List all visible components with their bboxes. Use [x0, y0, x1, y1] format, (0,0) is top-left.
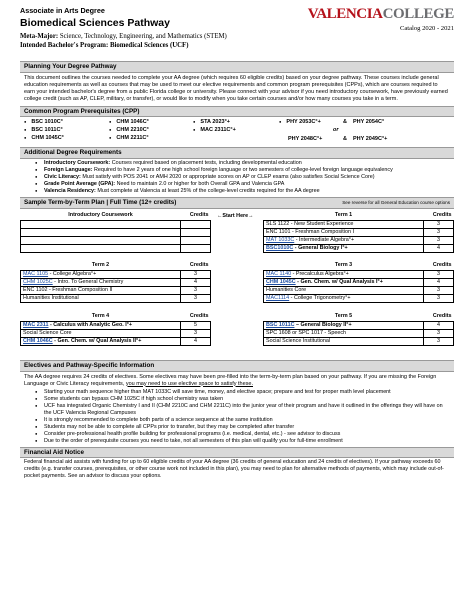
- term2-table: Term 2 Credits MAC 1105 - College Algebra°+ 3 CHM 1025C - Intro. To General Chemistry 4 ENC 1102 - Freshman Composition II 3 Humanities Institutional 3: [20, 262, 211, 303]
- table-row: BSC1010C - General Biology I°+ 4: [264, 245, 454, 253]
- term3-table: Term 3 Credits MAC 1140 - Precalculus Algebra°+ 3 CHM 1045C - Gen. Chem. w/ Qual Analysis I°+ 4 Humanities Core 3 MAC1114 - College Trigonometry°+ 3: [263, 262, 454, 303]
- table-row: MAT 1033C - Intermediate Algebra°+ 3: [264, 236, 454, 244]
- cpp-and: &: [343, 119, 347, 126]
- cpp-item: PHY 2049C°+: [353, 136, 388, 143]
- table-row: Humanities Institutional 3: [21, 295, 211, 303]
- requirement-item: ● Grade Point Average (GPA): Need to maintain 2.0 or higher for both Overall GPA and Valencia GPA: [44, 181, 450, 188]
- elective-note: ● It is strongly recommended to complete both parts of a science sequence at the same institution: [44, 417, 450, 424]
- header: [20, 7, 454, 61]
- cpp-item: ● CHM 2210C°: [109, 127, 149, 134]
- elective-note: ● UCF has integrated Organic Chemistry I and II (CHM 2210C and CHM 2211C) into the junior year of their program and have it outlined in the offerings they will have on the UCF Valencia Regional Campuses: [44, 403, 450, 417]
- elective-note: ● Starting your math sequence higher than MAT 1033C will save time, money, and elective space; prepare and test for proper math level placement: [44, 389, 450, 396]
- cpp-item: ● BSC 1010C°: [24, 119, 63, 126]
- table-row: MAC 1140 - Precalculus Algebra°+ 3: [264, 270, 454, 278]
- intro-title: Introductory Coursework: [21, 212, 181, 220]
- table-row: MAC 1105 - College Algebra°+ 3: [21, 270, 211, 278]
- plan-note: See reverse for all General Education course options: [342, 200, 450, 206]
- electives-intro: The AA degree requires 24 credits of electives. Some electives may have been pre-filled into the term-by-term plan based on your pathway. If you are missing the Foreign Language or Civic Literacy requirements, you may need to use elective space to satisfy these.: [24, 373, 437, 387]
- table-row: ENC 1101 - Freshman Composition I 3: [264, 228, 454, 236]
- requirement-item: ● Valencia Residency: Must complete at Valencia at least 25% of the college-level credits required for the AA degree: [44, 188, 450, 195]
- term3-title: Term 3: [264, 262, 424, 270]
- program-title: Biomedical Sciences Pathway: [20, 16, 170, 29]
- term1-table: Term 1 Credits SLS 1122 - New Student Experience 3 ENC 1101 - Freshman Composition I 3 MAT 1033C - Intermediate Algebra°+ 3 BSC1010C - General Biology I°+ 4: [263, 212, 454, 253]
- table-row: MAC1114 - College Trigonometry°+ 3: [264, 295, 454, 303]
- requirement-item: ● Civic Literacy: Must satisfy with POS 2041 or AMH 2020 or appropriate scores on AP or CLEP exams (also satisfies Social Science Core): [44, 174, 450, 181]
- cpp-heading: Common Program Prerequisites (CPP): [20, 106, 454, 118]
- cpp-item: ● CHM 1045C°: [24, 135, 64, 142]
- table-row: Social Science Institutional 3: [264, 337, 454, 345]
- electives-heading: Electives and Pathway-Specific Information: [20, 360, 454, 372]
- term5-table: Term 5 Credits BSC 1011C – General Biology II°+ 4 SPC 1608 or SPC 1017 - Speech 3 Social Science Institutional 3: [263, 313, 454, 346]
- cpp-item: ● CHM 2211C°: [109, 135, 149, 142]
- catalog-year: Catalog 2020 - 2021: [399, 25, 454, 32]
- additional-heading: Additional Degree Requirements: [20, 147, 454, 159]
- table-row: [21, 245, 211, 253]
- electives-list: [20, 388, 454, 447]
- cpp-item: PHY 2054C°: [353, 119, 385, 126]
- meta-major: Meta-Major: Science, Technology, Engineering, and Mathematics (STEM): [20, 32, 227, 40]
- table-row: CHM 1025C - Intro. To General Chemistry 4: [21, 278, 211, 286]
- elective-note: ● Some students can bypass CHM 1025C if high school chemistry was taken: [44, 396, 450, 403]
- degree-title: Associate in Arts Degree: [20, 6, 105, 15]
- term1-title: Term 1: [264, 212, 424, 220]
- elective-note: ● Students may not be able to complete all CPPs prior to transfer, but they may be completed after transfer: [44, 424, 450, 431]
- cpp-and: &: [343, 136, 347, 143]
- financial-heading: Financial Aid Notice: [20, 447, 454, 459]
- plan-heading: Sample Term-by-Term Plan | Full Time (12+ credits) See reverse for all General Education course options: [20, 197, 454, 209]
- intended-bachelor: Intended Bachelor's Program: Biomedical Sciences (UCF): [20, 41, 189, 49]
- cpp-item: ● PHY 2053C°+: [279, 119, 321, 126]
- table-row: CHM 1046C - Gen. Chem. w/ Qual Analysis II°+ 4: [21, 337, 211, 345]
- table-row: SPC 1608 or SPC 1017 - Speech 3: [264, 329, 454, 337]
- table-row: BSC 1011C – General Biology II°+ 4: [264, 321, 454, 329]
- financial-text: Federal financial aid assists with funding for up to 60 eligible credits of your AA degree (36 credits of general education and 24 credits of electives). If your pathway exceeds 60 credits (e.g. transfer courses, prerequisites, or other course work not included in this plan), you may need to plan for alternative methods of payments, which may include out-of-pocket payments. See an advisor to discuss your options.: [24, 459, 444, 480]
- valencia-college-logo: VALENCIACOLLEGE Catalog 2020 - 2021: [307, 6, 454, 32]
- table-row: Social Science Core 3: [21, 329, 211, 337]
- cpp-list: [20, 117, 454, 157]
- planning-heading: Planning Your Degree Pathway: [20, 61, 454, 73]
- term2-title: Term 2: [21, 262, 181, 270]
- intro-table: Introductory Coursework Credits: [20, 212, 211, 253]
- table-row: SLS 1122 - New Student Experience 3: [264, 220, 454, 228]
- term4-table: Term 4 Credits MAC 2311 - Calculus with Analytic Geo. I°+ 5 Social Science Core 3 CHM 1046C - Gen. Chem. w/ Qual Analysis II°+ 4: [20, 313, 211, 346]
- table-row: Humanities Core 3: [264, 286, 454, 294]
- term5-title: Term 5: [264, 313, 424, 321]
- elective-note: ● Due to the order of prerequisite courses you need to take, not all semesters of this plan will qualify you for full-time enrollment: [44, 438, 450, 445]
- table-row: MAC 2311 - Calculus with Analytic Geo. I°+ 5: [21, 321, 211, 329]
- cpp-item: ● BSC 1011C°: [24, 127, 63, 134]
- table-row: CHM 1045C - Gen. Chem. w/ Qual Analysis I°+ 4: [264, 278, 454, 286]
- requirement-item: ● Introductory Coursework: Courses required based on placement tests, including developmental education: [44, 160, 450, 167]
- table-row: [21, 220, 211, 228]
- cpp-item: PHY 2048C°+: [288, 136, 323, 143]
- cpp-item: ● CHM 1046C°: [109, 119, 149, 126]
- planning-text: This document outlines the courses needed to complete your AA degree (which requires 60 eligible credits) based on your degree pathway. These courses include general education requirements as well as courses that may be used to meet our elective requirements and common program prerequisites (CPPs), which are courses required to earn your intended bachelor's degree from a public Florida college or university. Please connect with your advisor if you need introductory coursework, have previously earned college credit (such as AP, CLEP, military, or transfer), or would like to modify when you take certain courses and/or how many courses you take in a term.: [24, 74, 448, 102]
- start-here-arrow: ←Start Here→: [217, 212, 254, 219]
- cpp-or: or: [333, 127, 339, 134]
- table-row: [21, 236, 211, 244]
- cpp-item: ● STA 2023°+: [193, 119, 230, 126]
- table-row: [21, 228, 211, 236]
- elective-note: ● Consider pre-professional health profile building for professional programs (i.e. medical, dental, etc.) - see advisor to discuss: [44, 431, 450, 438]
- requirement-item: ● Foreign Language: Required to have 2 years of one high school foreign language or two semesters of college-level foreign language equivalency: [44, 167, 450, 174]
- term-plan: [20, 210, 454, 360]
- additional-list: [20, 159, 454, 197]
- cpp-item: ● MAC 2311C°+: [193, 127, 236, 134]
- term4-title: Term 4: [21, 313, 181, 321]
- table-row: ENC 1102 - Freshman Composition II 3: [21, 286, 211, 294]
